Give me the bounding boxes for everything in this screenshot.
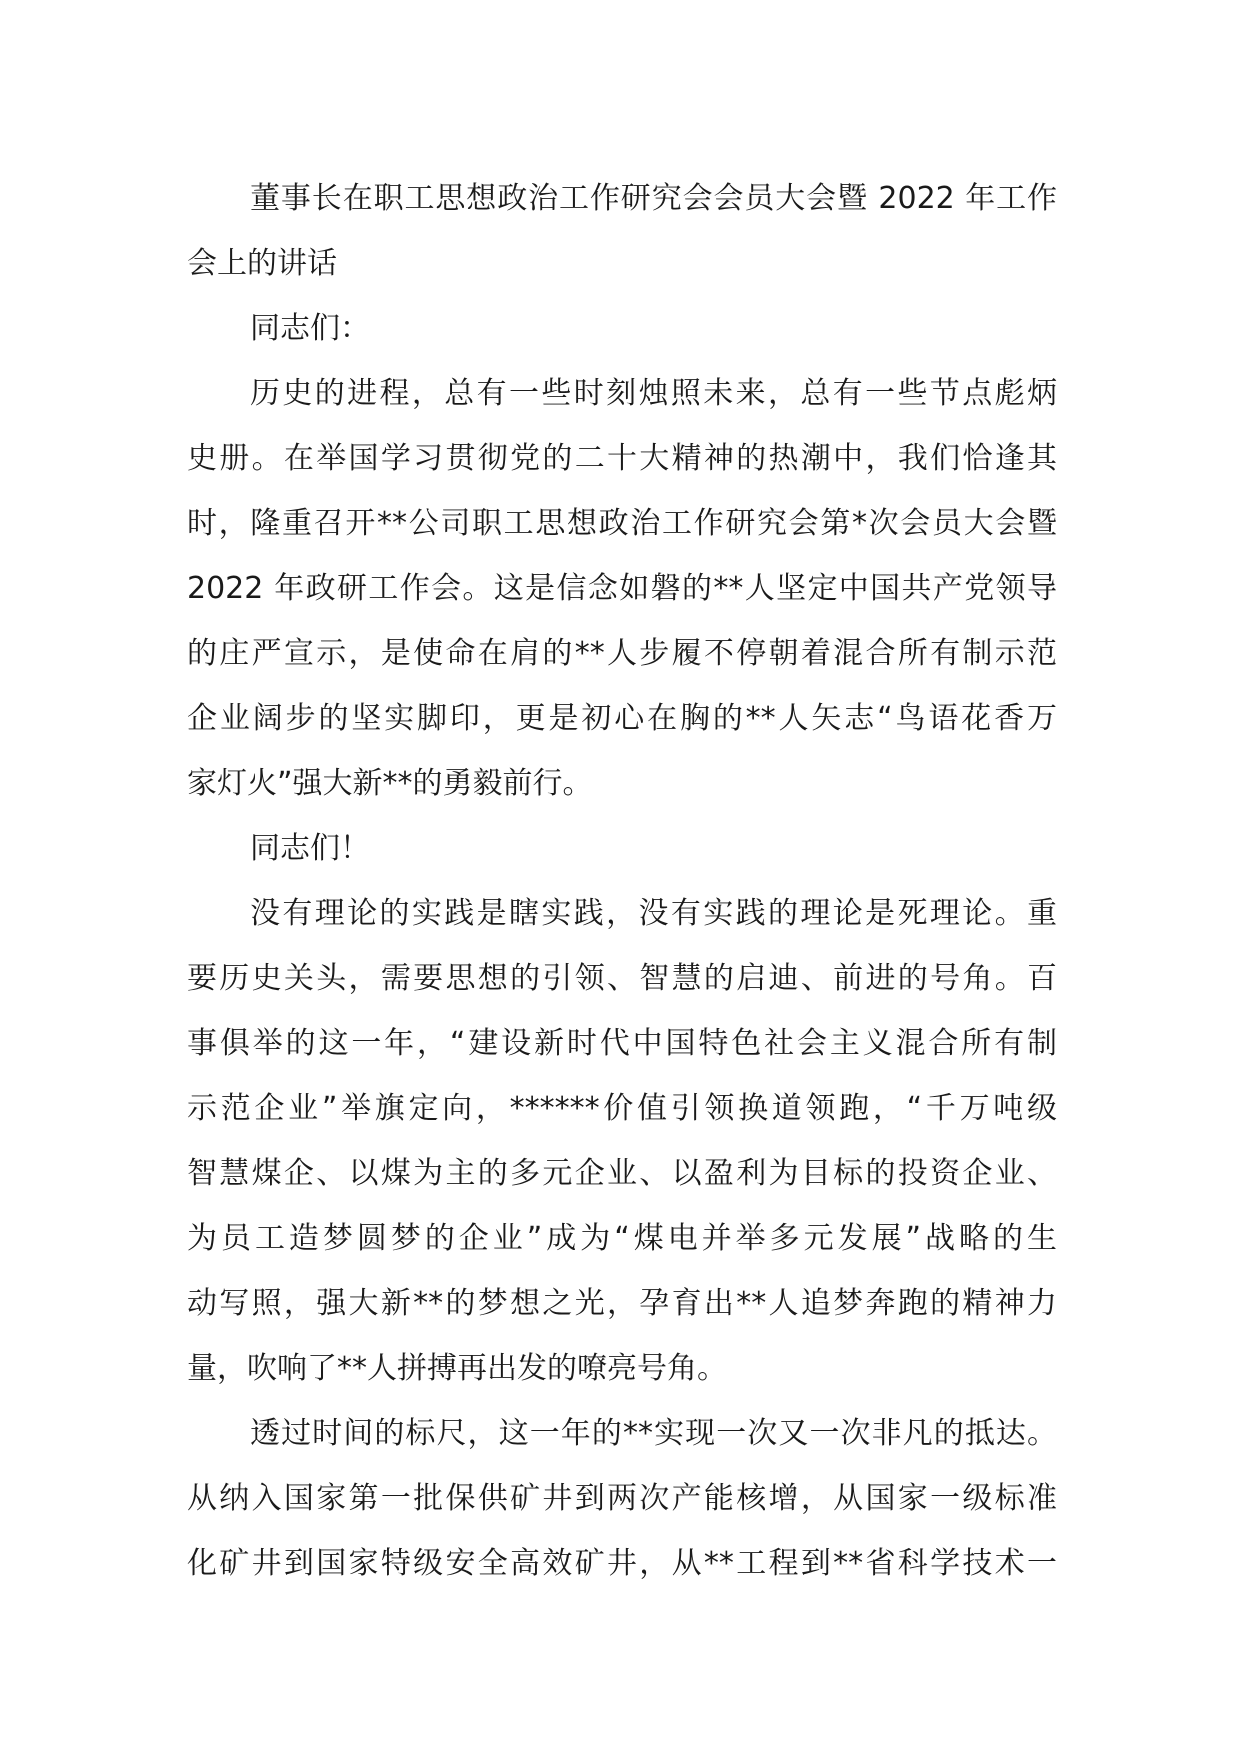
document-title [187,166,1057,296]
paragraph-1 [187,361,1057,816]
title-line: 董事长在职工思想政治工作研究会会员大会暨 2022 年工作 [250,181,1057,216]
salutation: 同志们： [250,311,370,346]
paragraph-line: 2022 年政研工作会。这是信念如磐的**人坚定中国共产党领导 [187,571,1057,606]
paragraph-line: 化矿井到国家特级安全高效矿井，从**工程到**省科学技术一 [187,1546,1057,1581]
salutation: 同志们！ [250,831,370,866]
paragraph-line: 动写照，强大新**的梦想之光，孕育出**人追梦奔跑的精神力 [187,1286,1057,1321]
paragraph-line: 家灯火”强大新**的勇毅前行。 [187,766,593,801]
paragraph-line: 事俱举的这一年，“建设新时代中国特色社会主义混合所有制 [187,1026,1057,1061]
paragraph-line: 智慧煤企、以煤为主的多元企业、以盈利为目标的投资企业、 [187,1156,1057,1191]
paragraph-3 [187,1401,1057,1596]
paragraph-line: 时，隆重召开**公司职工思想政治工作研究会第*次会员大会暨 [187,506,1057,541]
paragraph-line: 要历史关头，需要思想的引领、智慧的启迪、前进的号角。百 [187,961,1057,996]
paragraph-line: 的庄严宣示，是使命在肩的**人步履不停朝着混合所有制示范 [187,636,1057,671]
paragraph-line: 没有理论的实践是瞎实践，没有实践的理论是死理论。重 [250,896,1057,931]
paragraph-line: 示范企业”举旗定向，******价值引领换道领跑，“千万吨级 [187,1091,1057,1126]
paragraph-line: 历史的进程，总有一些时刻烛照未来，总有一些节点彪炳 [250,376,1057,411]
paragraph-line: 量，吹响了**人拼搏再出发的嘹亮号角。 [187,1351,727,1386]
paragraph-line: 透过时间的标尺，这一年的**实现一次又一次非凡的抵达。 [250,1416,1057,1451]
title-line: 会上的讲话 [187,246,337,281]
paragraph-line: 史册。在举国学习贯彻党的二十大精神的热潮中，我们恰逢其 [187,441,1057,476]
document-body [187,166,1057,1596]
paragraph-line: 企业阔步的坚实脚印，更是初心在胸的**人矢志“鸟语花香万 [187,701,1057,736]
paragraph-line: 为员工造梦圆梦的企业”成为“煤电并举多元发展”战略的生 [187,1221,1057,1256]
paragraph-2 [187,881,1057,1401]
paragraph-line: 从纳入国家第一批保供矿井到两次产能核增，从国家一级标准 [187,1481,1057,1516]
